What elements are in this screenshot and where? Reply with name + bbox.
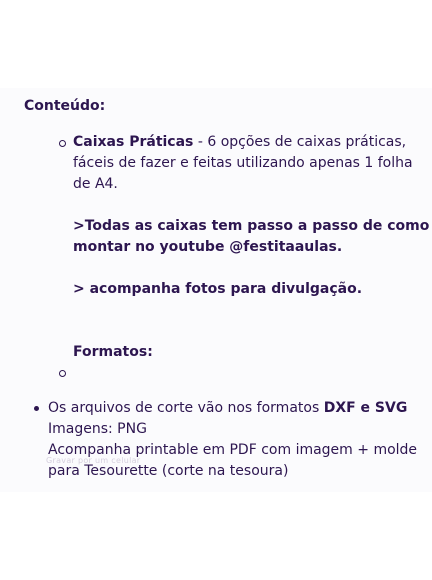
caixas-praticas-item [73, 132, 413, 195]
formatos-label [73, 342, 153, 363]
circle-bullet-icon [59, 140, 66, 147]
caixas-line-1 [73, 132, 407, 153]
caixas-line-2: fáceis de fazer e feitas utilizando apenas 1 folha [73, 155, 413, 171]
arquivos-line-2: Imagens: PNG [48, 421, 147, 437]
youtube-note-line-1: >Todas as caixas tem passo a passo de como [73, 218, 430, 234]
fotos-note [73, 279, 362, 300]
caixas-line-3: de A4. [73, 176, 118, 192]
disc-bullet-icon [34, 406, 39, 411]
arquivos-line-1 [48, 398, 417, 419]
youtube-note-line-2: montar no youtube @festitaaulas. [73, 239, 343, 255]
content-heading: Conteúdo: [24, 98, 106, 114]
empty-circle-bullet-icon [59, 370, 66, 377]
arquivos-line-3: Acompanha printable em PDF com imagem + molde [48, 442, 418, 458]
caixas-title: Caixas Práticas [73, 134, 194, 150]
caixas-desc: - 6 opções de caixas práticas, [193, 134, 407, 150]
watermark: Gravar por um celular [46, 456, 141, 465]
arquivos-line-4: para Tesourette (corte na tesoura) [48, 463, 289, 479]
fotos-note-line: > acompanha fotos para divulgação. [73, 281, 363, 297]
youtube-note [73, 216, 429, 258]
formatos-label-text: Formatos: [73, 344, 153, 360]
arquivos-formats: DXF e SVG [323, 400, 408, 416]
arquivos-item [48, 398, 417, 482]
arquivos-prefix: Os arquivos de corte vão nos formatos [48, 400, 324, 416]
